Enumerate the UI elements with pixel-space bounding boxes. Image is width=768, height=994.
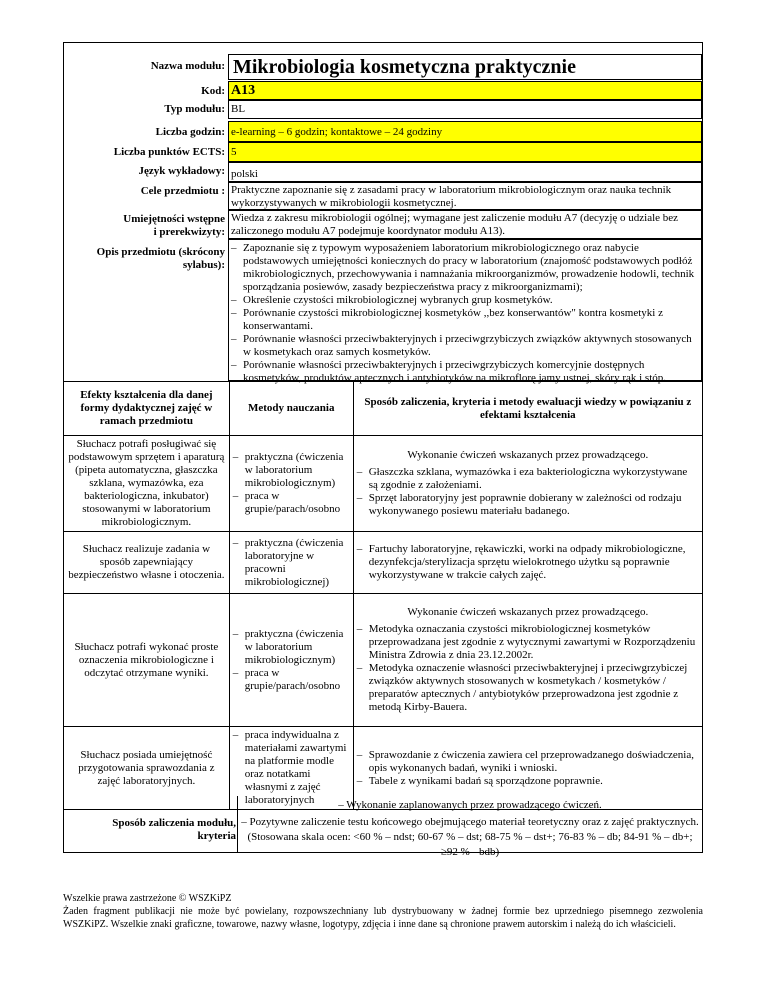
syllabus-box (228, 239, 702, 384)
evaluation-intro: Wykonanie ćwiczeń wskazanych przez prowadzącego. (407, 606, 649, 618)
type-label: Typ modułu: (164, 103, 225, 115)
syllabus-list (231, 242, 699, 385)
methods-cell (229, 436, 353, 532)
column-header-methods: Metody nauczania (229, 382, 353, 436)
assessment-divider (237, 796, 238, 853)
effect-cell: Słuchacz posiada umiejętność przygotowania sprawozdania z zajęć laboratoryjnych. (64, 727, 230, 810)
syllabus-item: – Porównanie własności przeciwbakteryjnych i przeciwgrzybiczych związków aktywnych stosowanych w kosmetykach oraz samych kosmetyków. (231, 333, 699, 359)
goals-value: Praktyczne zapoznanie się z zasadami pracy w laboratorium mikrobiologicznym oraz nauka technik wykorzystywanych w mikrobiologii kosmetycznej. (228, 182, 702, 210)
method-item: – praca indywidualna z materiałami zawartymi na platformie modle oraz notatkami własnymi z zajęć laboratoryjnych (233, 729, 350, 807)
method-item: – praca w grupie/parach/osobno (233, 667, 350, 693)
evaluation-item: – Metodyka oznaczania czystości mikrobiologicznej kosmetyków przeprowadzana jest zgodnie z wytycznymi zawartymi w Rozporządzeniu Ministra Zdrowia z dnia 23.12.2002r. (357, 623, 699, 662)
syllabus-item: – Określenie czystości mikrobiologicznej wybranych grup kosmetyków. (231, 294, 699, 307)
assessment-scale: (Stosowana skala ocen: <60 % – ndst; 60-67 % – dst; 68-75 % – dst+; 76-83 % – db; 84-91 % – db+; ≥92 % - bdb) (247, 831, 693, 858)
evaluation-item: – Sprawozdanie z ćwiczenia zawiera cel przeprowadzanego doświadczenia, opis wykonanych badań, wyniki i wnioski. (357, 749, 699, 775)
assessment-item: – Pozytywne zaliczenie testu końcowego obejmującego materiał teoretyczny oraz z zajęć praktycznych. (241, 816, 699, 828)
method-item: – praktyczna (ćwiczenia w laboratorium mikrobiologicznym) (233, 451, 350, 490)
evaluation-cell (353, 594, 702, 727)
language-value: polski (228, 162, 702, 182)
hours-value: e-learning – 6 godzin; kontaktowe – 24 godziny (228, 121, 702, 142)
syllabus-label-1: Opis przedmiotu (skrócony (96, 246, 225, 258)
copyright-footer (63, 892, 703, 931)
evaluation-intro: Wykonanie ćwiczeń wskazanych przez prowadzącego. (407, 449, 649, 461)
evaluation-item: – Sprzęt laboratoryjny jest poprawnie dobierany w zależności od rodzaju wykonywanego posiewu materiału badanego. (357, 492, 699, 518)
evaluation-item: – Tabele z wynikami badań są sporządzone poprawnie. (357, 775, 699, 788)
goals-label: Cele przedmiotu : (140, 185, 225, 197)
code-value: A13 (228, 81, 702, 100)
evaluation-cell (353, 436, 702, 532)
effect-cell: Słuchacz potrafi wykonać proste oznaczenia mikrobiologiczne i odczytać otrzymane wyniki. (64, 594, 230, 727)
assessment-label-1: Sposób zaliczenia modułu, (112, 817, 236, 829)
syllabus-item: – Porównanie czystości mikrobiologicznej kosmetyków ,,bez konserwantów" kontra kosmetyki z konserwantami. (231, 307, 699, 333)
evaluation-item: – Metodyka oznaczenie własności przeciwbakteryjnej i przeciwgrzybiczej związków aktywnych stosowanych w kosmetykach / kosmetyków / preparatów aptecznych / antybiotyków przeprowadzona jest zgodnie z metodą Kirby-Bauera. (357, 662, 699, 714)
methods-cell (229, 594, 353, 727)
effect-cell: Słuchacz realizuje zadania w sposób zapewniający bezpieczeństwo własne i otoczenia. (64, 532, 230, 594)
copyright-notice: Żaden fragment publikacji nie może być powielany, rozpowszechniany lub dystrybuowany w żadnej formie bez uprzedniego pisemnego zezwolenia WSZKiPZ. Wszelkie znaki graficzne, towarowe, nazwy własne, logotypy, zdjęcia i inne dane są chronione prawem autorskim i należą do ich właścicieli. (63, 906, 703, 930)
module-name-label: Nazwa modułu: (150, 60, 225, 72)
language-label: Język wykładowy: (138, 165, 225, 177)
prereq-value: Wiedza z zakresu mikrobiologii ogólnej; wymagane jest zaliczenie modułu A7 (decyzję o udziale bez zaliczonego modułu A7 podejmuje koordynator modułu A13). (228, 210, 702, 239)
column-header-effects: Efekty kształcenia dla danej formy dydaktycznej zajęć w ramach przedmiotu (64, 382, 230, 436)
code-label: Kod: (201, 85, 225, 97)
effect-cell: Słuchacz potrafi posługiwać się podstawowym sprzętem i aparaturą (pipeta automatyczna, głaszczka szklana, wymazówka, eza bakteriologiczna, inkubator) stosowanymi w laboratorium mikrobiologicznym. (64, 436, 230, 532)
copyright-line: Wszelkie prawa zastrzeżone © WSZKiPZ (63, 893, 232, 904)
evaluation-item: – Głaszczka szklana, wymazówka i eza bakteriologiczna wykorzystywane są zgodnie z założeniami. (357, 466, 699, 492)
assessment-label-2: kryteria (197, 830, 236, 842)
syllabus-item: – Zapoznanie się z typowym wyposażeniem laboratorium mikrobiologicznego oraz nabycie podstawowych umiejętności koniecznych do pracy w laboratorium (znajomość podstawowych podłóż mikrobiologicznych, przechowywania i namnażania mikroorganizmów, prowadzenie hodowli, technik sporządzania posiewów, zasady bezpieczeństwa pracy z mikroorganizmami); (231, 242, 699, 294)
assessment-box (240, 798, 700, 860)
table-row (64, 436, 703, 532)
method-item: – praktyczna (ćwiczenia laboratoryjne w pracowni mikrobiologicznej) (233, 537, 350, 589)
evaluation-item: – Fartuchy laboratoryjne, rękawiczki, worki na odpady mikrobiologiczne, dezynfekcja/sterylizacja sprzętu wielokrotnego użytku są poprawnie wykorzystywane w trakcie całych zajęć. (357, 543, 699, 582)
type-value: BL (228, 100, 702, 119)
syllabus-item: – Porównanie własności przeciwbakteryjnych i przeciwgrzybiczych komercyjnie dostępnych kosmetyków, produktów aptecznych i antybiotyków na mikroflorę jamy ustnej, skóry rąk i stóp. (231, 359, 699, 385)
hours-label: Liczba godzin: (155, 126, 225, 138)
ects-label: Liczba punktów ECTS: (113, 146, 225, 158)
methods-cell (229, 532, 353, 594)
method-item: – praca w grupie/parach/osobno (233, 490, 350, 516)
prereq-label-2: i prerekwizyty: (153, 226, 225, 238)
assessment-item: – Wykonanie zaplanowanych przez prowadzącego ćwiczeń. (338, 799, 602, 811)
table-row (64, 594, 703, 727)
table-row (64, 532, 703, 594)
prereq-label-1: Umiejętności wstępne (123, 213, 225, 225)
syllabus-label-2: sylabus): (182, 259, 225, 271)
method-item: – praktyczna (ćwiczenia w laboratorium mikrobiologicznym) (233, 628, 350, 667)
evaluation-cell (353, 532, 702, 594)
ects-value: 5 (228, 142, 702, 162)
learning-outcomes-table (63, 381, 703, 810)
module-name-value: Mikrobiologia kosmetyczna praktycznie (228, 54, 702, 80)
column-header-evaluation: Sposób zaliczenia, kryteria i metody ewaluacji wiedzy w powiązaniu z efektami kształcenia (353, 382, 702, 436)
